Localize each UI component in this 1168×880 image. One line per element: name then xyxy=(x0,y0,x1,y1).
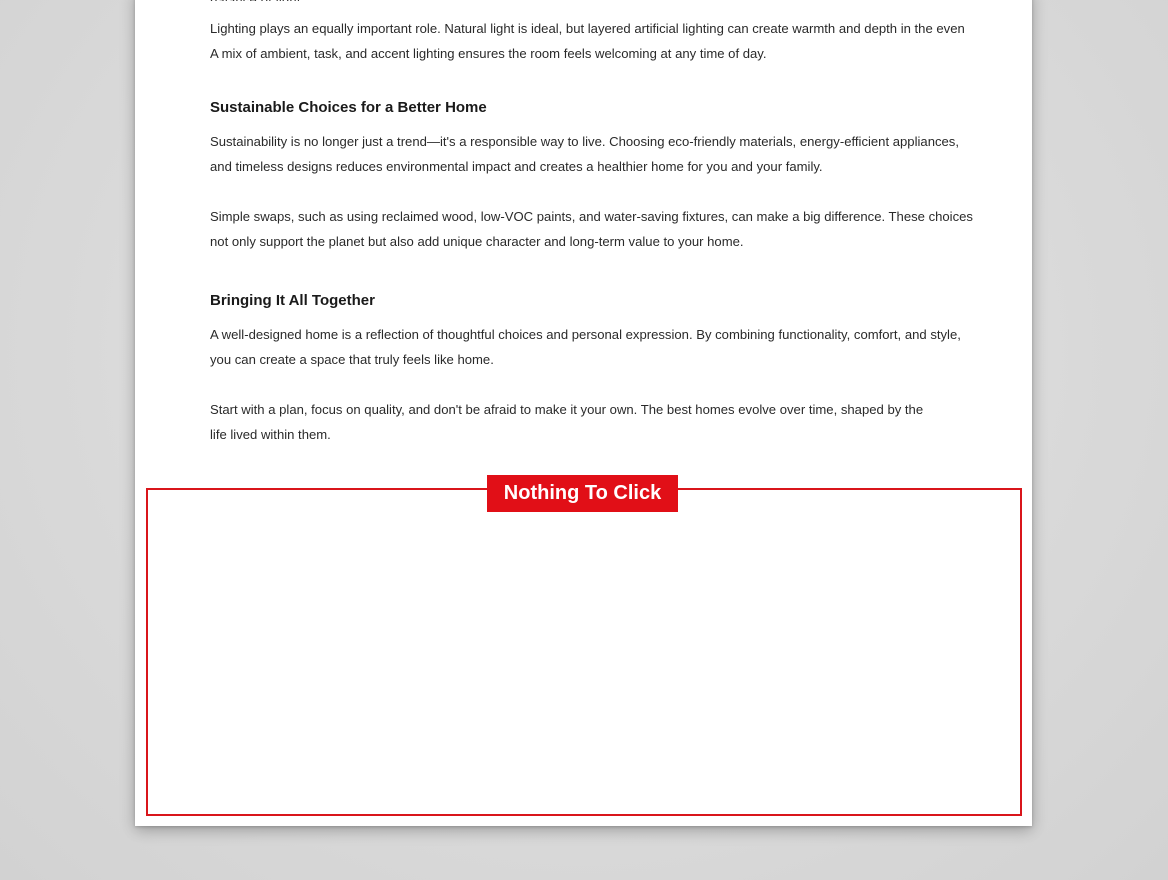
paragraph-line: and timeless designs reduces environmental impact and creates a healthier home for you and your family. xyxy=(210,159,823,174)
paragraph-line: life lived within them. xyxy=(210,427,331,442)
lighting-paragraph xyxy=(210,16,965,66)
paragraph-line: A well-designed home is a reflection of thoughtful choices and personal expression. By combining functionality, comfort, and style, xyxy=(210,327,961,342)
nothing-to-click-region xyxy=(146,488,1022,816)
sustainable-paragraph-1 xyxy=(210,129,959,179)
sustainable-paragraph-2 xyxy=(210,204,973,254)
paragraph-line: not only support the planet but also add unique character and long-term value to your home. xyxy=(210,234,744,249)
nothing-to-click-label: Nothing To Click xyxy=(487,475,678,512)
paragraph-line: Start with a plan, focus on quality, and don't be afraid to make it your own. The best homes evolve over time, shaped by the xyxy=(210,402,924,417)
section-heading-together: Bringing It All Together xyxy=(210,292,375,309)
paragraph-line: Simple swaps, such as using reclaimed wood, low-VOC paints, and water-saving fixtures, can make a big difference. These choices xyxy=(210,209,973,224)
together-paragraph-2 xyxy=(210,397,955,447)
paragraph-line: A mix of ambient, task, and accent lighting ensures the room feels welcoming at any time of day. xyxy=(210,46,767,61)
paragraph-line: Sustainability is no longer just a trend—it's a responsible way to live. Choosing eco-friendly materials, energy-efficient appliances, xyxy=(210,134,959,149)
section-heading-sustainable: Sustainable Choices for a Better Home xyxy=(210,99,487,116)
paragraph-line: Lighting plays an equally important role. Natural light is ideal, but layered artificial lighting can create warmth and depth in the even xyxy=(210,21,965,36)
paragraph-line: you can create a space that truly feels like home. xyxy=(210,352,494,367)
together-paragraph-1 xyxy=(210,322,961,372)
cut-off-text-line xyxy=(210,0,466,1)
